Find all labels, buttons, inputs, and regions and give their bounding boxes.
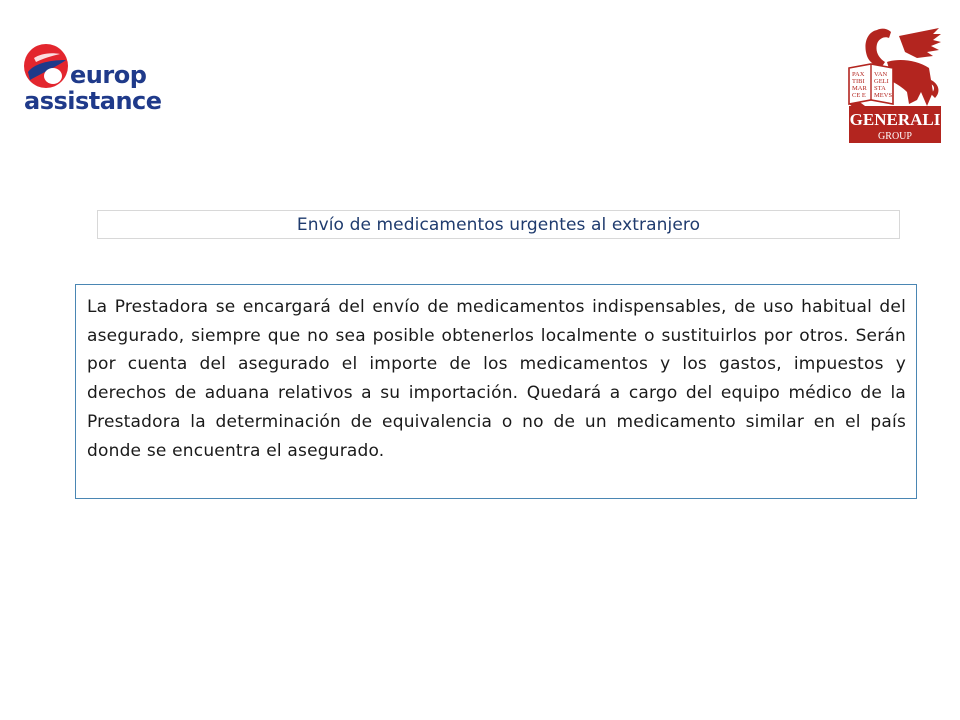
body-box	[75, 284, 917, 499]
body-paragraph: La Prestadora se encargará del envío de medicamentos indispensables, de uso habitual del asegurado, siempre que no sea posible obtenerlos localmente o sustituirlos por otros. Serán por cuenta del asegurado el importe de los medicamentos y los gastos, impuestos y derechos de aduana relativos a su importación. Quedará a cargo del equipo médico de la Prestadora la determinación de equivalencia o no de un medicamento similar en el país donde se encuentra el asegurado.	[87, 297, 906, 461]
svg-text:STA: STA	[874, 85, 886, 92]
svg-text:MAR: MAR	[852, 85, 867, 92]
generali-group-logo	[847, 22, 943, 144]
generali-name: GENERALI	[849, 110, 941, 129]
page-title: Envío de medicamentos urgentes al extranjero	[296, 214, 701, 235]
book-inscription-left: PAX	[852, 71, 865, 78]
svg-text:GELI: GELI	[874, 78, 889, 85]
generali-subtitle: GROUP	[878, 131, 912, 142]
book-inscription-right: VAN	[874, 71, 888, 78]
europ-assistance-line2: assistance	[24, 87, 162, 115]
europ-assistance-mark-icon	[22, 42, 72, 92]
svg-text:TIBI: TIBI	[852, 78, 865, 85]
svg-text:MEVS: MEVS	[874, 92, 893, 99]
open-book-icon	[849, 64, 893, 104]
europ-assistance-line1: europ	[70, 61, 147, 89]
europ-assistance-logo	[22, 42, 162, 118]
svg-text:CE E: CE E	[852, 92, 866, 99]
title-box	[97, 210, 900, 239]
